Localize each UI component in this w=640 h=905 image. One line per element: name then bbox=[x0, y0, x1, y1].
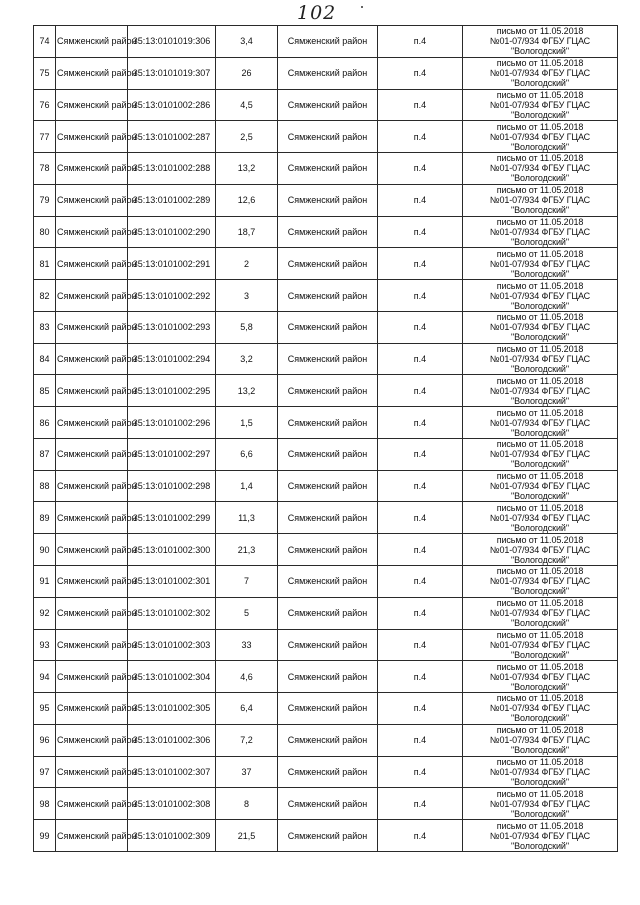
region-cell: Сямженский район bbox=[278, 248, 378, 280]
letter-reference-line-2: №01-07/934 ФГБУ ГЦАС bbox=[489, 195, 591, 206]
row-number-cell: 97 bbox=[34, 756, 56, 788]
row-number-cell: 87 bbox=[34, 438, 56, 470]
clause-cell: п.4 bbox=[378, 343, 463, 375]
area-cell: 6,6 bbox=[216, 438, 278, 470]
district-cell: Сямженский район bbox=[56, 693, 128, 725]
area-cell: 3 bbox=[216, 280, 278, 312]
clause-cell: п.4 bbox=[378, 470, 463, 502]
area-cell: 21,3 bbox=[216, 534, 278, 566]
letter-reference-cell bbox=[463, 248, 618, 280]
cadastral-number-cell: 35:13:0101019:306 bbox=[128, 26, 216, 58]
letter-reference-cell bbox=[463, 121, 618, 153]
letter-reference-cell bbox=[463, 629, 618, 661]
region-cell: Сямженский район bbox=[278, 438, 378, 470]
cadastral-number-cell: 35:13:0101002:291 bbox=[128, 248, 216, 280]
district-cell: Сямженский район bbox=[56, 502, 128, 534]
table-row bbox=[34, 26, 618, 58]
cadastral-number-cell: 35:13:0101002:287 bbox=[128, 121, 216, 153]
clause-cell: п.4 bbox=[378, 280, 463, 312]
letter-reference-line-3: "Вологодский" bbox=[511, 205, 569, 216]
cadastral-number-cell: 35:13:0101002:289 bbox=[128, 184, 216, 216]
letter-reference-line-1: письмо от 11.05.2018 bbox=[496, 280, 584, 291]
table-row bbox=[34, 788, 618, 820]
area-cell: 3,4 bbox=[216, 26, 278, 58]
letter-reference-line-2: №01-07/934 ФГБУ ГЦАС bbox=[489, 830, 591, 841]
region-cell: Сямженский район bbox=[278, 89, 378, 121]
letter-reference-line-3: "Вологодский" bbox=[511, 427, 569, 438]
area-cell: 8 bbox=[216, 788, 278, 820]
letter-reference-line-1: письмо от 11.05.2018 bbox=[496, 439, 584, 450]
row-number-cell: 92 bbox=[34, 597, 56, 629]
region-cell: Сямженский район bbox=[278, 534, 378, 566]
row-number-cell: 74 bbox=[34, 26, 56, 58]
letter-reference-line-1: письмо от 11.05.2018 bbox=[496, 216, 584, 227]
clause-cell: п.4 bbox=[378, 661, 463, 693]
letter-reference-line-3: "Вологодский" bbox=[511, 109, 569, 120]
cadastral-number-cell: 35:13:0101002:306 bbox=[128, 724, 216, 756]
district-cell: Сямженский район bbox=[56, 89, 128, 121]
letter-reference-line-1: письмо от 11.05.2018 bbox=[496, 375, 584, 386]
letter-reference-cell bbox=[463, 756, 618, 788]
table-row bbox=[34, 438, 618, 470]
clause-cell: п.4 bbox=[378, 216, 463, 248]
letter-reference-line-1: письмо от 11.05.2018 bbox=[496, 725, 584, 736]
table-row bbox=[34, 661, 618, 693]
cadastral-number-cell: 35:13:0101002:290 bbox=[128, 216, 216, 248]
area-cell: 26 bbox=[216, 57, 278, 89]
district-cell: Сямженский район bbox=[56, 629, 128, 661]
clause-cell: п.4 bbox=[378, 89, 463, 121]
district-cell: Сямженский район bbox=[56, 788, 128, 820]
clause-cell: п.4 bbox=[378, 26, 463, 58]
letter-reference-line-2: №01-07/934 ФГБУ ГЦАС bbox=[489, 735, 591, 746]
clause-cell: п.4 bbox=[378, 248, 463, 280]
letter-reference-cell bbox=[463, 407, 618, 439]
letter-reference-line-1: письмо от 11.05.2018 bbox=[496, 344, 584, 355]
district-cell: Сямженский район bbox=[56, 121, 128, 153]
table-row bbox=[34, 184, 618, 216]
clause-cell: п.4 bbox=[378, 311, 463, 343]
letter-reference-line-3: "Вологодский" bbox=[511, 46, 569, 57]
row-number-cell: 95 bbox=[34, 693, 56, 725]
cadastral-number-cell: 35:13:0101002:295 bbox=[128, 375, 216, 407]
letter-reference-cell bbox=[463, 184, 618, 216]
letter-reference-line-1: письмо от 11.05.2018 bbox=[496, 598, 584, 609]
letter-reference-line-1: письмо от 11.05.2018 bbox=[496, 534, 584, 545]
region-cell: Сямженский район bbox=[278, 121, 378, 153]
letter-reference-line-3: "Вологодский" bbox=[511, 332, 569, 343]
letter-reference-line-1: письмо от 11.05.2018 bbox=[496, 471, 584, 482]
letter-reference-line-2: №01-07/934 ФГБУ ГЦАС bbox=[489, 258, 591, 269]
table-row bbox=[34, 534, 618, 566]
region-cell: Сямженский район bbox=[278, 724, 378, 756]
clause-cell: п.4 bbox=[378, 629, 463, 661]
cadastral-number-cell: 35:13:0101002:296 bbox=[128, 407, 216, 439]
letter-reference-cell bbox=[463, 343, 618, 375]
letter-reference-cell bbox=[463, 566, 618, 598]
area-cell: 1,4 bbox=[216, 470, 278, 502]
letter-reference-cell bbox=[463, 820, 618, 852]
cadastral-number-cell: 35:13:0101002:299 bbox=[128, 502, 216, 534]
letter-reference-line-2: №01-07/934 ФГБУ ГЦАС bbox=[489, 322, 591, 333]
district-cell: Сямженский район bbox=[56, 407, 128, 439]
clause-cell: п.4 bbox=[378, 724, 463, 756]
row-number-cell: 83 bbox=[34, 311, 56, 343]
table-row bbox=[34, 89, 618, 121]
letter-reference-line-3: "Вологодский" bbox=[511, 522, 569, 533]
cadastral-number-cell: 35:13:0101002:302 bbox=[128, 597, 216, 629]
region-cell: Сямженский район bbox=[278, 216, 378, 248]
letter-reference-line-3: "Вологодский" bbox=[511, 236, 569, 247]
table-row bbox=[34, 693, 618, 725]
letter-reference-line-2: №01-07/934 ФГБУ ГЦАС bbox=[489, 512, 591, 523]
clause-cell: п.4 bbox=[378, 121, 463, 153]
row-number-cell: 85 bbox=[34, 375, 56, 407]
region-cell: Сямженский район bbox=[278, 629, 378, 661]
clause-cell: п.4 bbox=[378, 693, 463, 725]
table-row bbox=[34, 756, 618, 788]
region-cell: Сямженский район bbox=[278, 184, 378, 216]
letter-reference-cell bbox=[463, 534, 618, 566]
row-number-cell: 76 bbox=[34, 89, 56, 121]
clause-cell: п.4 bbox=[378, 756, 463, 788]
letter-reference-line-2: №01-07/934 ФГБУ ГЦАС bbox=[489, 417, 591, 428]
letter-reference-line-3: "Вологодский" bbox=[511, 808, 569, 819]
letter-reference-line-2: №01-07/934 ФГБУ ГЦАС bbox=[489, 671, 591, 682]
letter-reference-cell bbox=[463, 89, 618, 121]
row-number-cell: 80 bbox=[34, 216, 56, 248]
letter-reference-line-1: письмо от 11.05.2018 bbox=[496, 820, 584, 831]
clause-cell: п.4 bbox=[378, 57, 463, 89]
letter-reference-line-3: "Вологодский" bbox=[511, 459, 569, 470]
district-cell: Сямженский район bbox=[56, 820, 128, 852]
letter-reference-cell bbox=[463, 26, 618, 58]
region-cell: Сямженский район bbox=[278, 502, 378, 534]
letter-reference-line-3: "Вологодский" bbox=[511, 745, 569, 756]
letter-reference-line-1: письмо от 11.05.2018 bbox=[496, 502, 584, 513]
region-cell: Сямженский район bbox=[278, 153, 378, 185]
letter-reference-line-2: №01-07/934 ФГБУ ГЦАС bbox=[489, 36, 591, 47]
cadastral-number-cell: 35:13:0101002:301 bbox=[128, 566, 216, 598]
letter-reference-cell bbox=[463, 788, 618, 820]
table-row bbox=[34, 153, 618, 185]
region-cell: Сямженский район bbox=[278, 661, 378, 693]
region-cell: Сямженский район bbox=[278, 693, 378, 725]
letter-reference-line-2: №01-07/934 ФГБУ ГЦАС bbox=[489, 798, 591, 809]
cadastral-number-cell: 35:13:0101019:307 bbox=[128, 57, 216, 89]
district-cell: Сямженский район bbox=[56, 311, 128, 343]
letter-reference-line-3: "Вологодский" bbox=[511, 681, 569, 692]
letter-reference-line-2: №01-07/934 ФГБУ ГЦАС bbox=[489, 639, 591, 650]
letter-reference-line-2: №01-07/934 ФГБУ ГЦАС bbox=[489, 290, 591, 301]
area-cell: 2 bbox=[216, 248, 278, 280]
row-number-cell: 77 bbox=[34, 121, 56, 153]
table-row bbox=[34, 375, 618, 407]
letter-reference-line-2: №01-07/934 ФГБУ ГЦАС bbox=[489, 544, 591, 555]
area-cell: 4,6 bbox=[216, 661, 278, 693]
clause-cell: п.4 bbox=[378, 184, 463, 216]
district-cell: Сямженский район bbox=[56, 597, 128, 629]
letter-reference-line-3: "Вологодский" bbox=[511, 300, 569, 311]
letter-reference-cell bbox=[463, 216, 618, 248]
area-cell: 33 bbox=[216, 629, 278, 661]
letter-reference-line-1: письмо от 11.05.2018 bbox=[496, 312, 584, 323]
row-number-cell: 79 bbox=[34, 184, 56, 216]
district-cell: Сямженский район bbox=[56, 26, 128, 58]
region-cell: Сямженский район bbox=[278, 788, 378, 820]
district-cell: Сямженский район bbox=[56, 566, 128, 598]
letter-reference-cell bbox=[463, 57, 618, 89]
land-plots-table bbox=[33, 25, 618, 852]
letter-reference-line-3: "Вологодский" bbox=[511, 618, 569, 629]
letter-reference-line-3: "Вологодский" bbox=[511, 840, 569, 851]
region-cell: Сямженский район bbox=[278, 407, 378, 439]
area-cell: 2,5 bbox=[216, 121, 278, 153]
district-cell: Сямженский район bbox=[56, 756, 128, 788]
row-number-cell: 82 bbox=[34, 280, 56, 312]
clause-cell: п.4 bbox=[378, 502, 463, 534]
row-number-cell: 98 bbox=[34, 788, 56, 820]
district-cell: Сямженский район bbox=[56, 184, 128, 216]
cadastral-number-cell: 35:13:0101002:303 bbox=[128, 629, 216, 661]
area-cell: 5 bbox=[216, 597, 278, 629]
table-row bbox=[34, 216, 618, 248]
letter-reference-cell bbox=[463, 661, 618, 693]
cadastral-number-cell: 35:13:0101002:288 bbox=[128, 153, 216, 185]
letter-reference-line-2: №01-07/934 ФГБУ ГЦАС bbox=[489, 226, 591, 237]
area-cell: 12,6 bbox=[216, 184, 278, 216]
district-cell: Сямженский район bbox=[56, 534, 128, 566]
region-cell: Сямженский район bbox=[278, 756, 378, 788]
letter-reference-line-2: №01-07/934 ФГБУ ГЦАС bbox=[489, 99, 591, 110]
region-cell: Сямженский район bbox=[278, 375, 378, 407]
area-cell: 13,2 bbox=[216, 375, 278, 407]
letter-reference-line-2: №01-07/934 ФГБУ ГЦАС bbox=[489, 576, 591, 587]
letter-reference-line-2: №01-07/934 ФГБУ ГЦАС bbox=[489, 131, 591, 142]
letter-reference-line-2: №01-07/934 ФГБУ ГЦАС bbox=[489, 481, 591, 492]
region-cell: Сямженский район bbox=[278, 343, 378, 375]
letter-reference-cell bbox=[463, 470, 618, 502]
area-cell: 13,2 bbox=[216, 153, 278, 185]
table-row bbox=[34, 57, 618, 89]
cadastral-number-cell: 35:13:0101002:294 bbox=[128, 343, 216, 375]
letter-reference-line-1: письмо от 11.05.2018 bbox=[496, 407, 584, 418]
row-number-cell: 86 bbox=[34, 407, 56, 439]
row-number-cell: 78 bbox=[34, 153, 56, 185]
table-row bbox=[34, 470, 618, 502]
letter-reference-line-1: письмо от 11.05.2018 bbox=[496, 121, 584, 132]
letter-reference-line-1: письмо от 11.05.2018 bbox=[496, 756, 584, 767]
cadastral-number-cell: 35:13:0101002:298 bbox=[128, 470, 216, 502]
letter-reference-line-3: "Вологодский" bbox=[511, 586, 569, 597]
clause-cell: п.4 bbox=[378, 407, 463, 439]
row-number-cell: 84 bbox=[34, 343, 56, 375]
clause-cell: п.4 bbox=[378, 438, 463, 470]
district-cell: Сямженский район bbox=[56, 248, 128, 280]
row-number-cell: 81 bbox=[34, 248, 56, 280]
table-body bbox=[34, 26, 618, 852]
table-row bbox=[34, 566, 618, 598]
clause-cell: п.4 bbox=[378, 153, 463, 185]
district-cell: Сямженский район bbox=[56, 724, 128, 756]
letter-reference-cell bbox=[463, 724, 618, 756]
letter-reference-line-2: №01-07/934 ФГБУ ГЦАС bbox=[489, 68, 591, 79]
table-row bbox=[34, 597, 618, 629]
district-cell: Сямженский район bbox=[56, 280, 128, 312]
table-row bbox=[34, 280, 618, 312]
table-row bbox=[34, 629, 618, 661]
letter-reference-line-3: "Вологодский" bbox=[511, 776, 569, 787]
table-row bbox=[34, 343, 618, 375]
cadastral-number-cell: 35:13:0101002:304 bbox=[128, 661, 216, 693]
district-cell: Сямженский район bbox=[56, 375, 128, 407]
letter-reference-line-2: №01-07/934 ФГБУ ГЦАС bbox=[489, 703, 591, 714]
district-cell: Сямженский район bbox=[56, 216, 128, 248]
letter-reference-cell bbox=[463, 502, 618, 534]
letter-reference-line-1: письмо от 11.05.2018 bbox=[496, 788, 584, 799]
table-row bbox=[34, 724, 618, 756]
clause-cell: п.4 bbox=[378, 375, 463, 407]
letter-reference-line-2: №01-07/934 ФГБУ ГЦАС bbox=[489, 608, 591, 619]
row-number-cell: 99 bbox=[34, 820, 56, 852]
letter-reference-cell bbox=[463, 375, 618, 407]
cadastral-number-cell: 35:13:0101002:300 bbox=[128, 534, 216, 566]
letter-reference-line-3: "Вологодский" bbox=[511, 268, 569, 279]
clause-cell: п.4 bbox=[378, 597, 463, 629]
table-row bbox=[34, 820, 618, 852]
region-cell: Сямженский район bbox=[278, 311, 378, 343]
letter-reference-line-2: №01-07/934 ФГБУ ГЦАС bbox=[489, 449, 591, 460]
district-cell: Сямженский район bbox=[56, 153, 128, 185]
letter-reference-line-1: письмо от 11.05.2018 bbox=[496, 248, 584, 259]
cadastral-number-cell: 35:13:0101002:307 bbox=[128, 756, 216, 788]
letter-reference-line-1: письмо от 11.05.2018 bbox=[496, 58, 584, 69]
district-cell: Сямженский район bbox=[56, 661, 128, 693]
letter-reference-cell bbox=[463, 597, 618, 629]
letter-reference-cell bbox=[463, 438, 618, 470]
district-cell: Сямженский район bbox=[56, 57, 128, 89]
letter-reference-line-2: №01-07/934 ФГБУ ГЦАС bbox=[489, 385, 591, 396]
district-cell: Сямженский район bbox=[56, 438, 128, 470]
table-row bbox=[34, 407, 618, 439]
letter-reference-line-1: письмо от 11.05.2018 bbox=[496, 185, 584, 196]
district-cell: Сямженский район bbox=[56, 470, 128, 502]
scan-mark bbox=[361, 6, 363, 8]
area-cell: 18,7 bbox=[216, 216, 278, 248]
region-cell: Сямженский район bbox=[278, 280, 378, 312]
letter-reference-line-3: "Вологодский" bbox=[511, 649, 569, 660]
cadastral-number-cell: 35:13:0101002:308 bbox=[128, 788, 216, 820]
row-number-cell: 88 bbox=[34, 470, 56, 502]
cadastral-number-cell: 35:13:0101002:293 bbox=[128, 311, 216, 343]
area-cell: 1,5 bbox=[216, 407, 278, 439]
clause-cell: п.4 bbox=[378, 534, 463, 566]
region-cell: Сямженский район bbox=[278, 820, 378, 852]
area-cell: 7,2 bbox=[216, 724, 278, 756]
letter-reference-line-3: "Вологодский" bbox=[511, 713, 569, 724]
letter-reference-line-1: письмо от 11.05.2018 bbox=[496, 153, 584, 164]
letter-reference-line-1: письмо от 11.05.2018 bbox=[496, 693, 584, 704]
row-number-cell: 75 bbox=[34, 57, 56, 89]
area-cell: 5,8 bbox=[216, 311, 278, 343]
letter-reference-line-1: письмо от 11.05.2018 bbox=[496, 89, 584, 100]
letter-reference-line-3: "Вологодский" bbox=[511, 554, 569, 565]
region-cell: Сямженский район bbox=[278, 597, 378, 629]
clause-cell: п.4 bbox=[378, 788, 463, 820]
letter-reference-line-1: письмо от 11.05.2018 bbox=[496, 661, 584, 672]
region-cell: Сямженский район bbox=[278, 26, 378, 58]
table-row bbox=[34, 248, 618, 280]
table-row bbox=[34, 121, 618, 153]
letter-reference-line-1: письмо от 11.05.2018 bbox=[496, 566, 584, 577]
cadastral-number-cell: 35:13:0101002:292 bbox=[128, 280, 216, 312]
row-number-cell: 91 bbox=[34, 566, 56, 598]
row-number-cell: 89 bbox=[34, 502, 56, 534]
row-number-cell: 90 bbox=[34, 534, 56, 566]
area-cell: 37 bbox=[216, 756, 278, 788]
letter-reference-line-3: "Вологодский" bbox=[511, 173, 569, 184]
letter-reference-line-1: письмо от 11.05.2018 bbox=[496, 26, 584, 37]
letter-reference-cell bbox=[463, 280, 618, 312]
area-cell: 21,5 bbox=[216, 820, 278, 852]
region-cell: Сямженский район bbox=[278, 57, 378, 89]
area-cell: 7 bbox=[216, 566, 278, 598]
row-number-cell: 94 bbox=[34, 661, 56, 693]
letter-reference-line-2: №01-07/934 ФГБУ ГЦАС bbox=[489, 354, 591, 365]
clause-cell: п.4 bbox=[378, 820, 463, 852]
region-cell: Сямженский район bbox=[278, 566, 378, 598]
letter-reference-line-3: "Вологодский" bbox=[511, 364, 569, 375]
letter-reference-line-3: "Вологодский" bbox=[511, 141, 569, 152]
area-cell: 11,3 bbox=[216, 502, 278, 534]
clause-cell: п.4 bbox=[378, 566, 463, 598]
district-cell: Сямженский район bbox=[56, 343, 128, 375]
table-row bbox=[34, 311, 618, 343]
letter-reference-cell bbox=[463, 153, 618, 185]
letter-reference-line-3: "Вологодский" bbox=[511, 491, 569, 502]
area-cell: 4,5 bbox=[216, 89, 278, 121]
area-cell: 6,4 bbox=[216, 693, 278, 725]
cadastral-number-cell: 35:13:0101002:297 bbox=[128, 438, 216, 470]
row-number-cell: 93 bbox=[34, 629, 56, 661]
cadastral-number-cell: 35:13:0101002:309 bbox=[128, 820, 216, 852]
letter-reference-cell bbox=[463, 693, 618, 725]
handwritten-page-number: 102 bbox=[297, 2, 337, 24]
letter-reference-line-3: "Вологодский" bbox=[511, 78, 569, 89]
letter-reference-cell bbox=[463, 311, 618, 343]
cadastral-number-cell: 35:13:0101002:305 bbox=[128, 693, 216, 725]
row-number-cell: 96 bbox=[34, 724, 56, 756]
letter-reference-line-2: №01-07/934 ФГБУ ГЦАС bbox=[489, 766, 591, 777]
table-row bbox=[34, 502, 618, 534]
area-cell: 3,2 bbox=[216, 343, 278, 375]
letter-reference-line-3: "Вологодский" bbox=[511, 395, 569, 406]
letter-reference-line-2: №01-07/934 ФГБУ ГЦАС bbox=[489, 163, 591, 174]
letter-reference-line-1: письмо от 11.05.2018 bbox=[496, 629, 584, 640]
region-cell: Сямженский район bbox=[278, 470, 378, 502]
cadastral-number-cell: 35:13:0101002:286 bbox=[128, 89, 216, 121]
